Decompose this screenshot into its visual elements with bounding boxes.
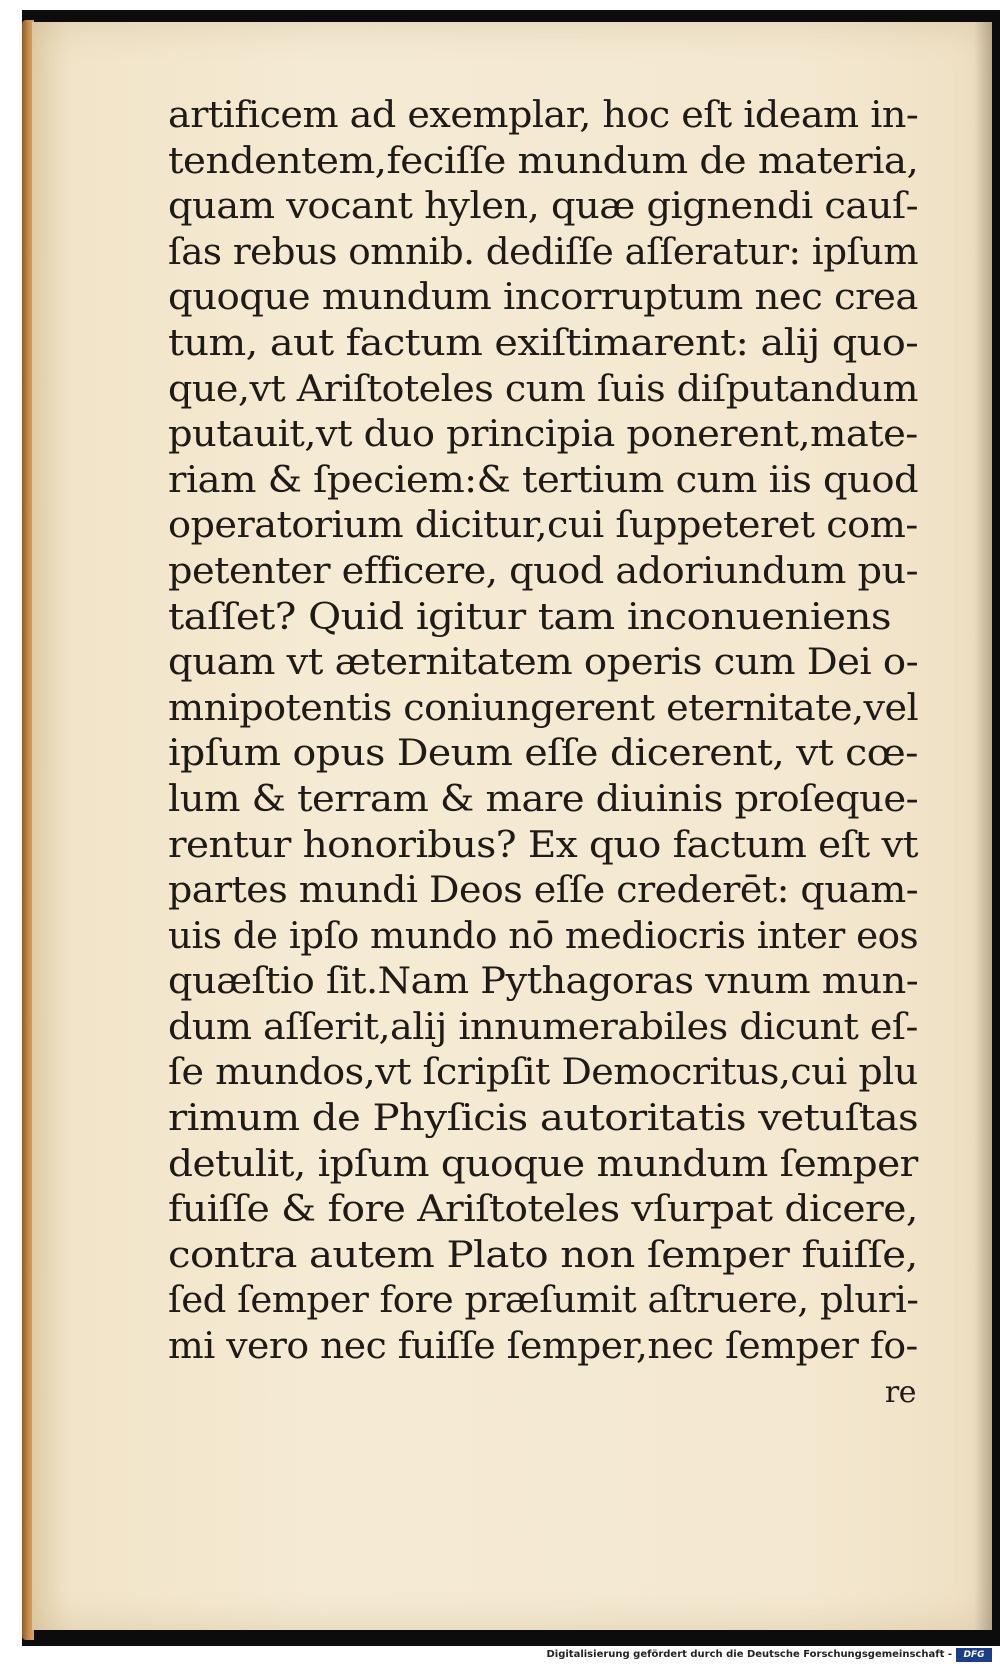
text-line: taſſet? Quid igitur tam inconueniens [168, 596, 892, 638]
text-line: ſe mundos,vt ſcripſit Democritus,cui plu [168, 1052, 918, 1094]
text-line: petenter efficere, quod adoriundum pu- [168, 550, 919, 592]
text-line: quam vt æternitatem operis cum Dei o- [168, 642, 919, 684]
text-line: partes mundi Deos eſſe crederēt: quam- [168, 870, 919, 912]
text-line: rimum de Phyſicis autoritatis vetuſtas [168, 1098, 919, 1140]
text-line: mi vero nec fuiſſe ſemper,nec ſemper fo- [168, 1326, 918, 1368]
text-line: riam & ſpeciem:& tertium cum iis quod [168, 459, 919, 501]
text-line: ipſum opus Deum eſſe dicerent, vt cœ- [168, 733, 918, 775]
catchword: re [884, 1374, 916, 1410]
text-line: mnipotentis coniungerent eternitate,vel [168, 687, 919, 729]
text-line: quoque mundum incorruptum nec crea [168, 277, 918, 319]
text-line: tum, aut factum exiſtimarent: alij quo- [168, 322, 919, 364]
text-line: quam vocant hylen, quæ gignendi cauſ- [168, 186, 919, 228]
text-line: artificem ad exemplar, hoc eſt ideam in- [168, 95, 919, 136]
text-line: detulit, ipſum quoque mundum ſemper [168, 1143, 918, 1185]
text-line: ſed ſemper fore præſumit aſtruere, pluri- [168, 1280, 919, 1322]
text-line: lum & terram & mare diuinis proſeque- [168, 778, 919, 820]
text-line: ſas rebus omnib. dediſſe aſſeratur: ipſum [168, 231, 919, 273]
text-line: contra autem Plato non ſemper fuiſſe, [168, 1234, 918, 1276]
text-line: operatorium dicitur,cui ſuppeteret com- [168, 505, 918, 547]
text-line: uis de ipſo mundo nō mediocris inter eos [168, 915, 919, 957]
page-text-block [168, 93, 928, 1415]
text-line: quæſtio ſit.Nam Pythagoras vnum mun- [168, 961, 919, 1003]
text-line: fuiſſe & fore Ariſtoteles vſurpat dicere, [168, 1189, 918, 1231]
text-line: que,vt Ariſtoteles cum ſuis diſputandum [168, 368, 919, 410]
text-line: rentur honoribus? Ex quo factum eſt vt [168, 824, 918, 866]
text-line: putauit,vt duo principia ponerent,mate- [168, 414, 918, 456]
text-line: tendentem,feciſſe mundum de materia, [168, 140, 919, 182]
dfg-logo: DFG [956, 1648, 992, 1662]
digitization-credit: Digitalisierung gefördert durch die Deutsche Forschungsgemeinschaft - [546, 1649, 952, 1660]
text-line: dum aſſerit,alij innumerabiles dicunt eſ- [168, 1006, 918, 1048]
